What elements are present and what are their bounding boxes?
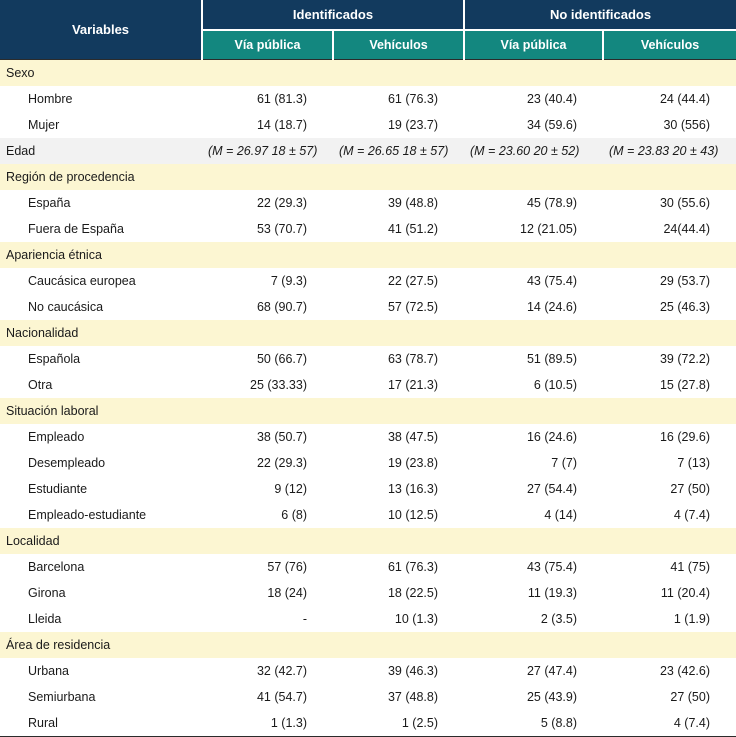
table-cell: 57 (72.5) (387, 300, 438, 314)
table-cell: 57 (76) (267, 560, 307, 574)
section-header-row (0, 398, 736, 424)
section-header-row (0, 138, 736, 164)
table-row (0, 86, 736, 112)
table-cell: - (302, 612, 307, 626)
row-label: Mujer (28, 118, 60, 132)
table-cell: (M = 26.97 18 ± 57) (202, 138, 333, 164)
table-cell: 38 (50.7) (256, 430, 307, 444)
table-cell: 22 (29.3) (256, 196, 307, 210)
row-label: Otra (28, 378, 53, 392)
table-cell: 6 (10.5) (533, 378, 577, 392)
table-cell: 34 (59.6) (526, 118, 577, 132)
table-cell: 19 (23.7) (387, 118, 438, 132)
header-subcol-4: Vehículos (603, 30, 736, 60)
row-label: Urbana (28, 664, 69, 678)
section-header-row (0, 320, 736, 346)
table-cell: 50 (66.7) (256, 352, 307, 366)
section-header-row (0, 242, 736, 268)
row-label: Fuera de España (28, 222, 124, 236)
row-label: Estudiante (28, 482, 88, 496)
row-label: Lleida (28, 612, 62, 626)
table-cell: 1 (1.9) (673, 612, 710, 626)
table-cell: 4 (7.4) (673, 508, 710, 522)
table-cell: 39 (46.3) (387, 664, 438, 678)
table-cell: 27 (50) (670, 482, 710, 496)
table-cell: 27 (54.4) (526, 482, 577, 496)
table-row (0, 346, 736, 372)
section-label: Edad (0, 138, 202, 164)
section-header-row (0, 164, 736, 190)
table-cell: 27 (47.4) (526, 664, 577, 678)
table-cell: 23 (42.6) (659, 664, 710, 678)
row-label: Empleado-estudiante (28, 508, 147, 522)
table-header (0, 0, 736, 60)
table-cell: 45 (78.9) (526, 196, 577, 210)
table-cell: 25 (43.9) (526, 690, 577, 704)
table-cell: 23 (40.4) (526, 92, 577, 106)
table-cell: 30 (55.6) (659, 196, 710, 210)
header-variables: Variables (0, 0, 202, 60)
table-cell: 7 (7) (551, 456, 577, 470)
row-label: Girona (28, 586, 66, 600)
table-cell: 16 (24.6) (526, 430, 577, 444)
section-header-row (0, 632, 736, 658)
table-cell: 18 (24) (267, 586, 307, 600)
table-cell: 14 (18.7) (256, 118, 307, 132)
table-row (0, 450, 736, 476)
table-cell: 61 (76.3) (387, 560, 438, 574)
table-row (0, 112, 736, 138)
table-cell: 38 (47.5) (387, 430, 438, 444)
table-cell: 39 (72.2) (659, 352, 710, 366)
table-cell: 1 (2.5) (333, 710, 464, 737)
table-cell: 10 (12.5) (387, 508, 438, 522)
section-label: Área de residencia (0, 632, 736, 658)
table-cell: 63 (78.7) (387, 352, 438, 366)
header-group-identificados: Identificados (202, 0, 464, 30)
table-cell: 24(44.4) (663, 222, 710, 236)
table-cell: 22 (27.5) (387, 274, 438, 288)
table-cell: 68 (90.7) (256, 300, 307, 314)
header-subcol-1: Vía pública (202, 30, 333, 60)
section-header-row (0, 60, 736, 87)
table-row (0, 658, 736, 684)
table-cell: 30 (556) (663, 118, 710, 132)
section-label: Localidad (0, 528, 736, 554)
table-cell: 4 (14) (544, 508, 577, 522)
row-label: Semiurbana (28, 690, 96, 704)
table-cell: 6 (8) (281, 508, 307, 522)
table-row (0, 424, 736, 450)
table-cell: 43 (75.4) (526, 560, 577, 574)
table-cell: 29 (53.7) (659, 274, 710, 288)
table-cell: 51 (89.5) (526, 352, 577, 366)
table-cell: 22 (29.3) (256, 456, 307, 470)
table-cell: 18 (22.5) (387, 586, 438, 600)
table-cell: 43 (75.4) (526, 274, 577, 288)
table-cell: 41 (75) (670, 560, 710, 574)
table-cell: (M = 26.65 18 ± 57) (333, 138, 464, 164)
table-cell: 13 (16.3) (387, 482, 438, 496)
table-cell: 25 (46.3) (659, 300, 710, 314)
table-cell: 11 (19.3) (527, 586, 577, 600)
table-cell: 41 (51.2) (387, 222, 438, 236)
table-cell: 19 (23.8) (387, 456, 438, 470)
table-cell: (M = 23.60 20 ± 52) (464, 138, 603, 164)
header-group-no-identificados: No identificados (464, 0, 736, 30)
table-cell: 11 (20.4) (660, 586, 710, 600)
table-cell: 1 (1.3) (202, 710, 333, 737)
table-cell: 32 (42.7) (256, 664, 307, 678)
table-cell: 39 (48.8) (387, 196, 438, 210)
table-cell: 17 (21.3) (387, 378, 438, 392)
table-row (0, 216, 736, 242)
header-subcol-2: Vehículos (333, 30, 464, 60)
row-label: Caucásica europea (28, 274, 136, 288)
row-label: Hombre (28, 92, 73, 106)
table-cell: 61 (76.3) (387, 92, 438, 106)
table-cell: 25 (33.33) (250, 378, 307, 392)
table-cell: 12 (21.05) (520, 222, 577, 236)
table-row (0, 502, 736, 528)
table-cell: 14 (24.6) (526, 300, 577, 314)
header-row-groups (0, 0, 736, 30)
section-label: Región de procedencia (0, 164, 736, 190)
table-cell: (M = 23.83 20 ± 43) (603, 138, 736, 164)
table-row (0, 580, 736, 606)
table-row (0, 710, 736, 737)
table-cell: 41 (54.7) (256, 690, 307, 704)
table-row (0, 268, 736, 294)
table-body (0, 60, 736, 737)
table-cell: 4 (7.4) (603, 710, 736, 737)
table-cell: 9 (12) (274, 482, 307, 496)
row-label: España (28, 196, 71, 210)
row-label: Española (28, 352, 81, 366)
table-cell: 15 (27.8) (659, 378, 710, 392)
row-label: Empleado (28, 430, 85, 444)
table-cell: 10 (1.3) (394, 612, 438, 626)
table-cell: 24 (44.4) (659, 92, 710, 106)
table-cell: 37 (48.8) (387, 690, 438, 704)
section-label: Sexo (0, 60, 736, 87)
section-label: Situación laboral (0, 398, 736, 424)
table-row (0, 294, 736, 320)
row-label: Rural (0, 710, 202, 737)
table-row (0, 476, 736, 502)
table-cell: 16 (29.6) (659, 430, 710, 444)
table-row (0, 190, 736, 216)
table-row (0, 372, 736, 398)
table-cell: 27 (50) (670, 690, 710, 704)
section-label: Nacionalidad (0, 320, 736, 346)
table-row (0, 606, 736, 632)
row-label: No caucásica (28, 300, 104, 314)
table-cell: 7 (13) (677, 456, 710, 470)
row-label: Desempleado (28, 456, 106, 470)
table-cell: 61 (81.3) (256, 92, 307, 106)
table-cell: 2 (3.5) (540, 612, 577, 626)
table-cell: 5 (8.8) (464, 710, 603, 737)
table-row (0, 554, 736, 580)
section-label: Apariencia étnica (0, 242, 736, 268)
section-header-row (0, 528, 736, 554)
header-subcol-3: Vía pública (464, 30, 603, 60)
table-cell: 7 (9.3) (270, 274, 307, 288)
row-label: Barcelona (28, 560, 85, 574)
table-row (0, 684, 736, 710)
table-cell: 53 (70.7) (256, 222, 307, 236)
